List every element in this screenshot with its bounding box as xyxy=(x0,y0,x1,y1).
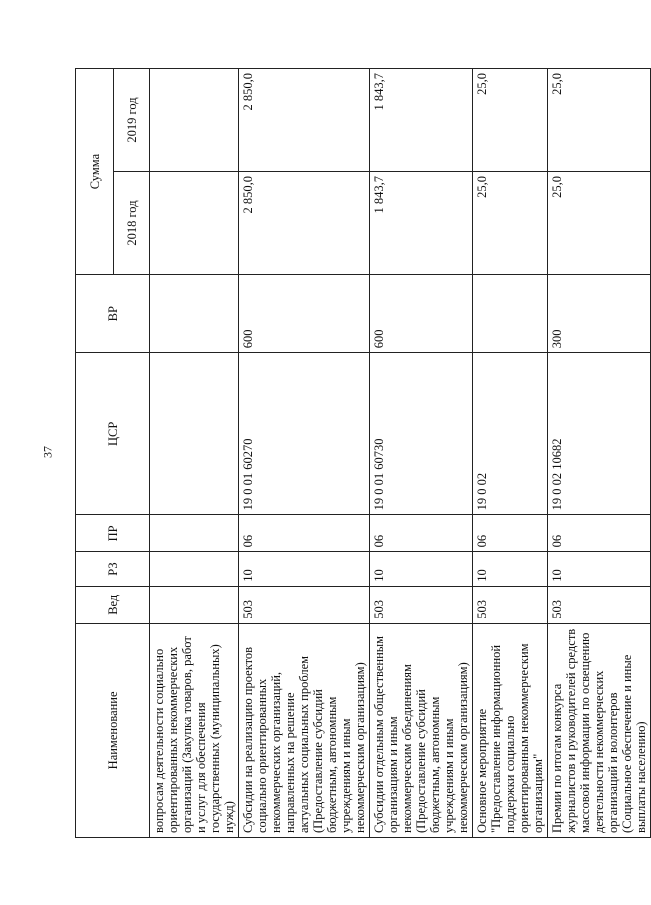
row-vr: 600 xyxy=(370,275,473,353)
row-ved xyxy=(150,586,239,623)
header-ved: Вед xyxy=(76,586,150,623)
table-row xyxy=(239,69,370,838)
row-rz: 10 xyxy=(370,552,473,586)
header-rz: РЗ xyxy=(76,552,150,586)
row-rz xyxy=(150,552,239,586)
header-name: Наименование xyxy=(76,623,150,837)
table-row xyxy=(150,69,239,838)
header-2018: 2018 год xyxy=(114,172,150,275)
row-2018: 25,0 xyxy=(548,172,651,275)
row-2018: 2 850,0 xyxy=(239,172,370,275)
row-ved: 503 xyxy=(548,586,651,623)
header-csr: ЦСР xyxy=(76,353,150,515)
row-name: Основное мероприятие "Предоставление информационной поддержки социально ориентированным некоммерческим организациям" xyxy=(473,623,548,837)
row-csr xyxy=(150,353,239,515)
row-rz: 10 xyxy=(473,552,548,586)
row-csr: 19 0 01 60730 xyxy=(370,353,473,515)
row-ved: 503 xyxy=(239,586,370,623)
row-ved: 503 xyxy=(473,586,548,623)
row-2019: 2 850,0 xyxy=(239,69,370,172)
page-number: 37 xyxy=(40,446,55,458)
row-pr xyxy=(150,515,239,552)
row-rz: 10 xyxy=(239,552,370,586)
row-vr xyxy=(150,275,239,353)
header-2019: 2019 год xyxy=(114,69,150,172)
row-name: Премии по итогам конкурса журналистов и руководителей средств массовой информации по освещению деятельности некоммерческих организаций и волонтеров (Социальное обеспечение и иные выплаты населению) xyxy=(548,623,651,837)
rotated-table-wrapper xyxy=(75,68,648,838)
row-csr: 19 0 02 10682 xyxy=(548,353,651,515)
row-2019: 25,0 xyxy=(473,69,548,172)
row-pr: 06 xyxy=(548,515,651,552)
header-sum: Сумма xyxy=(76,69,114,275)
row-2018: 1 843,7 xyxy=(370,172,473,275)
row-csr: 19 0 02 xyxy=(473,353,548,515)
table-row xyxy=(473,69,548,838)
row-rz: 10 xyxy=(548,552,651,586)
row-vr xyxy=(473,275,548,353)
row-2018 xyxy=(150,172,239,275)
row-2019: 1 843,7 xyxy=(370,69,473,172)
header-pr: ПР xyxy=(76,515,150,552)
row-vr: 600 xyxy=(239,275,370,353)
row-pr: 06 xyxy=(370,515,473,552)
row-csr: 19 0 01 60270 xyxy=(239,353,370,515)
row-ved: 503 xyxy=(370,586,473,623)
row-name: вопросам деятельности социально ориентированных некоммерческих организаций (Закупка товаров, работ и услуг для обеспечения государственных (муниципальных) нужд) xyxy=(150,623,239,837)
header-vr: ВР xyxy=(76,275,150,353)
row-pr: 06 xyxy=(473,515,548,552)
row-vr: 300 xyxy=(548,275,651,353)
row-pr: 06 xyxy=(239,515,370,552)
table-row xyxy=(370,69,473,838)
row-name: Субсидии на реализацию проектов социально ориентированных некоммерческих организаций, направленных на решение актуальных социальных проблем (Предоставление субсидий бюджетным, автономным учреждениям и иным некоммерческим организациям) xyxy=(239,623,370,837)
table-row xyxy=(548,69,651,838)
row-2018: 25,0 xyxy=(473,172,548,275)
row-name: Субсидии отдельным общественным организациям и иным некоммерческим объединениям (Предоставление субсидий бюджетным, автономным учреждениям и иным некоммерческим организациям) xyxy=(370,623,473,837)
row-2019 xyxy=(150,69,239,172)
budget-table xyxy=(75,68,651,838)
row-2019: 25,0 xyxy=(548,69,651,172)
